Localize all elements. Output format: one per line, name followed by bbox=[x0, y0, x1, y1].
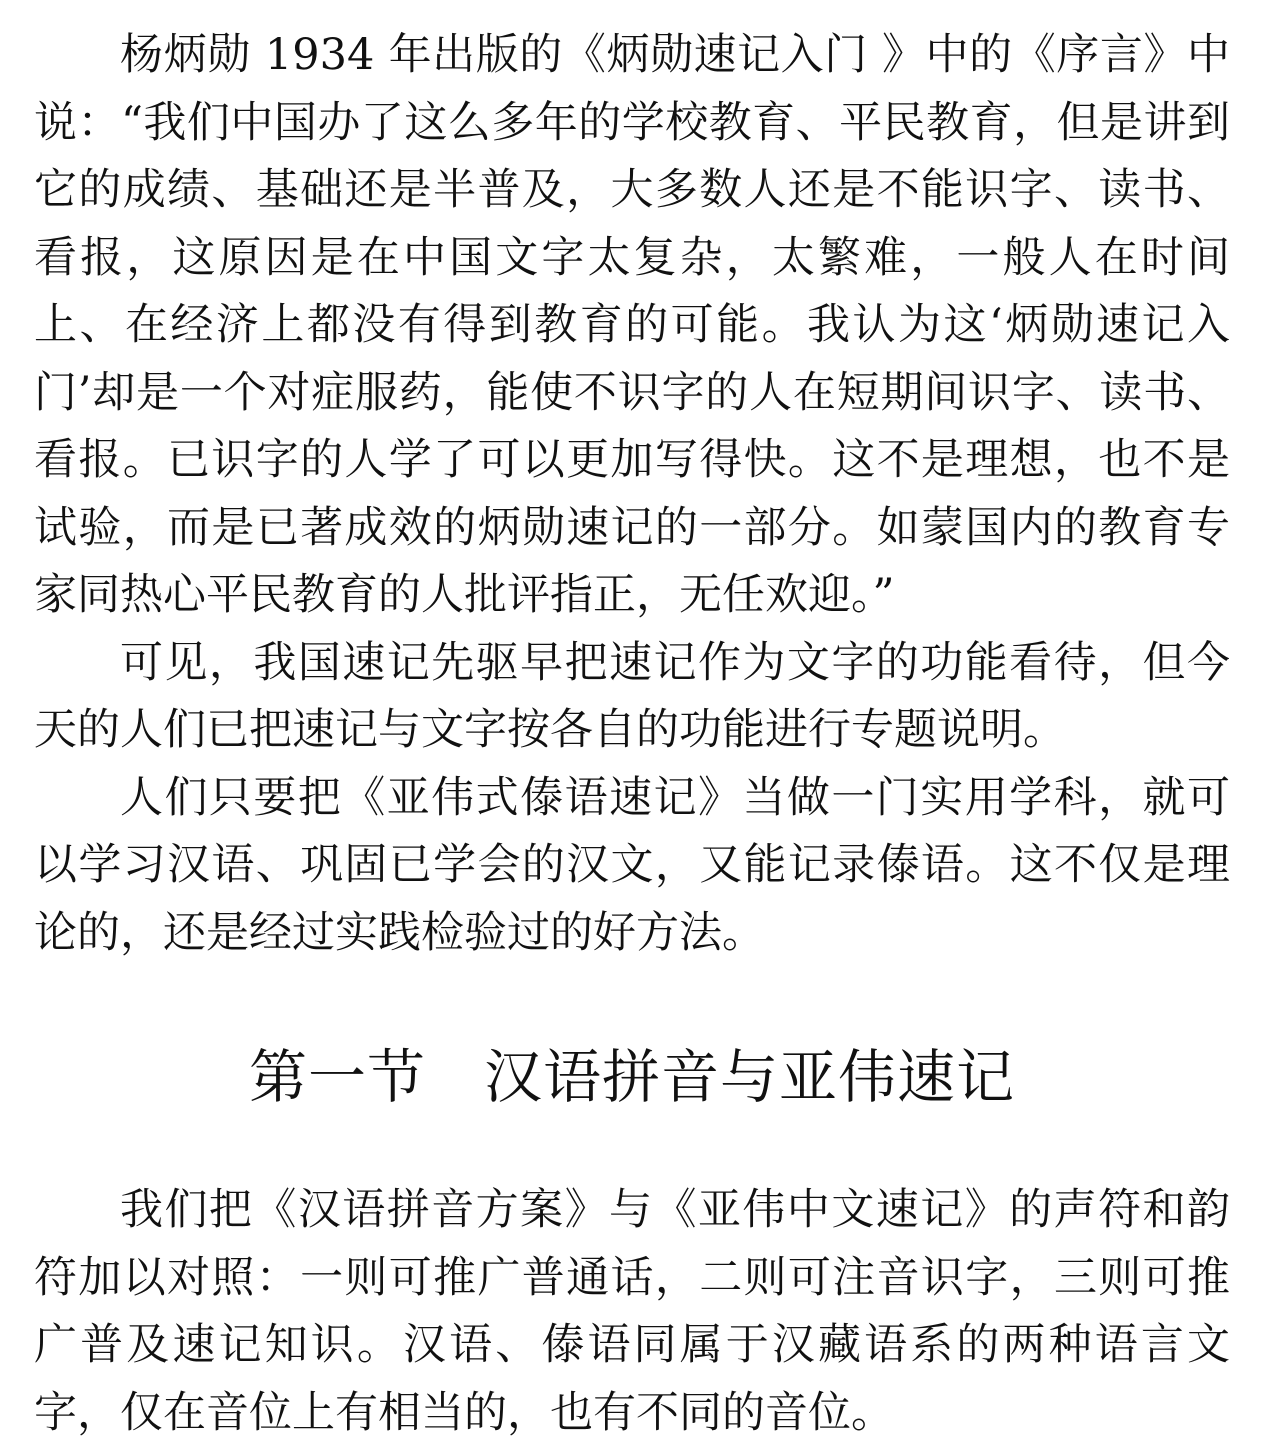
section-heading bbox=[34, 967, 1230, 1177]
body-text-bottom bbox=[34, 1177, 1230, 1447]
paragraph-pinyin-comparison: 我们把《汉语拼音方案》与《亚伟中文速记》的声符和韵符加以对照：一则可推广普通话，二则可注音识字，三则可推广普及速记知识。汉语、傣语同属于汉藏语系的两种语言文字，仅在音位上有相当的，也有不同的音位。 bbox=[34, 1185, 1230, 1438]
paragraph-shorthand-pioneers: 可见，我国速记先驱早把速记作为文字的功能看待，但今天的人们已把速记与文字按各自的功能进行专题说明。 bbox=[34, 637, 1230, 755]
paragraph-practical-subject: 人们只要把《亚伟式傣语速记》当做一门实用学科，就可以学习汉语、巩固已学会的汉文，又能记录傣语。这不仅是理论的，还是经过实践检验过的好方法。 bbox=[34, 772, 1230, 958]
section-title-text: 汉语拼音与亚伟速记 bbox=[484, 1043, 1016, 1111]
document-page bbox=[34, 0, 1230, 1447]
section-number: 第一节 bbox=[248, 1043, 426, 1111]
section-title bbox=[34, 1037, 1230, 1117]
body-text-top bbox=[34, 0, 1230, 967]
paragraph-preface-quote: 杨炳勋 1934 年出版的《炳勋速记入门 》中的《序言》中说：“我们中国办了这么多年的学校教育、平民教育，但是讲到它的成绩、基础还是半普及，大多数人还是不能识字、读书、看报，这原因是在中国文字太复杂，太繁难，一般人在时间上、在经济上都没有得到教育的可能。我认为这‘炳勋速记入门’却是一个对症服药，能使不识字的人在短期间识字、读书、看报。已识字的人学了可以更加写得快。这不是理想，也不是试验，而是已著成效的炳勋速记的一部分。如蒙国内的教育专家同热心平民教育的人批评指正，无任欢迎。” bbox=[34, 30, 1230, 620]
